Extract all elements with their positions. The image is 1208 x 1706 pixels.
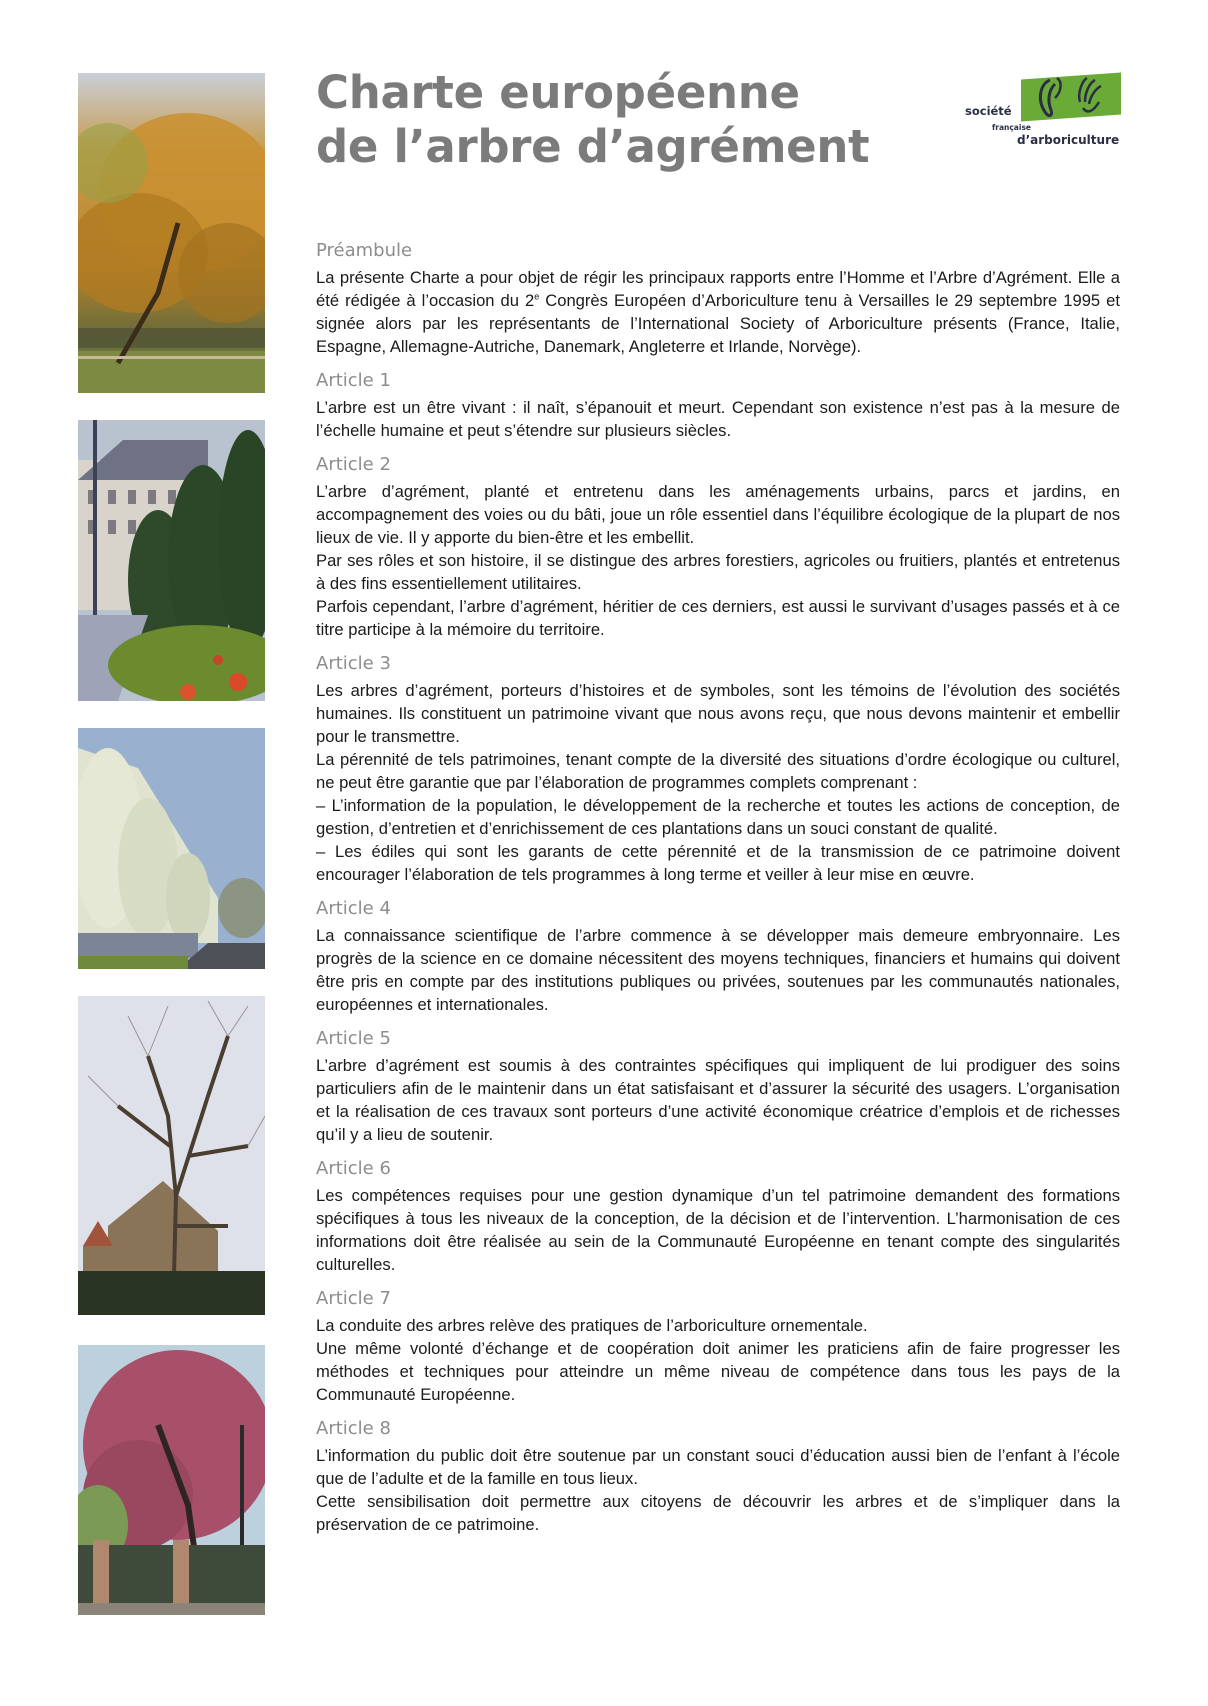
- section-article-2: [316, 452, 1120, 641]
- title-line-2: de l’arbre d’agrément: [316, 120, 870, 173]
- section-heading: Article 5: [316, 1028, 391, 1049]
- section-paragraph: Par ses rôles et son histoire, il se distingue des arbres forestiers, agricoles ou fruitiers, plantés et entretenus à des fins essentiellement utilitaires.: [316, 551, 1120, 593]
- section-heading: Article 3: [316, 653, 391, 674]
- list-item: – L’information de la population, le développement de la recherche et toutes les actions de conception, de gestion, d’entretien et d’enrichissement de ces plantations dans un souci constant de qualité.: [316, 796, 1120, 838]
- flowering-alley-photo: [78, 728, 265, 969]
- tree-hand-icon: [1025, 72, 1120, 124]
- bare-tree-photo: [78, 996, 265, 1315]
- section-article-3: [316, 651, 1120, 886]
- section-article-5: [316, 1026, 1120, 1146]
- preambule-text-part-2: Congrès Européen d’Arboriculture tenu à Versailles le 29 septembre 1995 et signée alors par les représentants de l’International Society of Arboriculture présents (France, Italie, Espagne, Allemagne-Autriche, Danemark, Angleterre et Irlande, Norvège).: [316, 291, 1120, 356]
- sfa-logo: [955, 72, 1135, 152]
- logo-word-arboriculture: d’arboriculture: [1017, 133, 1120, 147]
- section-heading: Article 8: [316, 1418, 391, 1439]
- section-article-7: [316, 1286, 1120, 1406]
- section-paragraph: L’information du public doit être soutenue par un constant souci d’éducation aussi bien de l’enfant à l’école que de l’adulte et de la famille en tous lieux.: [316, 1446, 1120, 1488]
- urban-avenue-photo: [78, 420, 265, 701]
- section-paragraph: La conduite des arbres relève des pratiques de l’arboriculture ornementale.: [316, 1316, 868, 1335]
- section-paragraph: Parfois cependant, l’arbre d’agrément, héritier de ces derniers, est aussi le survivant d’usages passés et à ce titre participe à la mémoire du territoire.: [316, 597, 1120, 639]
- section-paragraph: Une même volonté d’échange et de coopération doit animer les praticiens afin de faire progresser les méthodes et techniques pour atteindre un même niveau de compétence dans tous les pays de la Communauté Européenne.: [316, 1339, 1120, 1404]
- section-preambule: [316, 238, 1120, 358]
- section-heading: Article 6: [316, 1158, 391, 1179]
- section-heading: Article 4: [316, 898, 391, 919]
- section-paragraph: L’arbre est un être vivant : il naît, s’épanouit et meurt. Cependant son existence n’est pas à la mesure de l’échelle humaine et peut s’étendre sur plusieurs siècles.: [316, 398, 1120, 440]
- section-heading: Article 1: [316, 370, 391, 391]
- section-paragraph: La connaissance scientifique de l’arbre commence à se développer mais demeure embryonnaire. Les progrès de la science en ce domaine nécessitent des moyens techniques, financiers et humains qui doivent être pris en compte par des institutions publiques ou privées, soutenues par les communautés nationales, européennes et internationales.: [316, 926, 1120, 1014]
- document-title: [316, 66, 869, 174]
- section-paragraph: [316, 266, 1120, 358]
- section-article-1: [316, 368, 1120, 442]
- logo-word-societe: société: [965, 104, 1012, 118]
- superscript-e: e: [534, 291, 540, 302]
- list-item: – Les édiles qui sont les garants de cette pérennité et de la transmission de ce patrimoine doivent encourager l’élaboration de tels programmes à long terme et veiller à leur mise en œuvre.: [316, 842, 1120, 884]
- section-article-6: [316, 1156, 1120, 1276]
- section-heading: Préambule: [316, 240, 413, 261]
- logo-word-francaise: française: [992, 123, 1031, 132]
- pink-tree-photo: [78, 1345, 265, 1615]
- title-line-1: Charte européenne: [316, 66, 800, 119]
- section-article-8: [316, 1416, 1120, 1536]
- section-paragraph: Les arbres d’agrément, porteurs d’histoires et de symboles, sont les témoins de l’évolution des sociétés humaines. Ils constituent un patrimoine vivant que nous avons reçu, que nous devons maintenir et embellir pour le transmettre.: [316, 681, 1120, 746]
- autumn-tree-photo: [78, 73, 265, 393]
- section-paragraph: La pérennité de tels patrimoines, tenant compte de la diversité des situations d’ordre écologique ou culturel, ne peut être garantie que par l’élaboration de programmes complets comprenant :: [316, 750, 1120, 792]
- preambule-text-part-1: La présente Charte a pour objet de régir les principaux rapports entre l’Homme et l’Arbre d’Agrément. Elle a été rédigée à l’occasion du 2: [316, 268, 1120, 310]
- charter-content: [316, 238, 1120, 1546]
- section-paragraph: Cette sensibilisation doit permettre aux citoyens de découvrir les arbres et de s’impliquer dans la préservation de ce patrimoine.: [316, 1492, 1120, 1534]
- section-paragraph: L’arbre d’agrément, planté et entretenu dans les aménagements urbains, parcs et jardins, en accompagnement des voies ou du bâti, joue un rôle essentiel dans l’équilibre écologique de la plupart de nos lieux de vie. Il y apporte du bien-être et les embellit.: [316, 482, 1120, 547]
- section-heading: Article 7: [316, 1288, 391, 1309]
- section-heading: Article 2: [316, 454, 391, 475]
- section-paragraph: L’arbre d’agrément est soumis à des contraintes spécifiques qui impliquent de lui prodiguer des soins particuliers afin de le maintenir dans un état satisfaisant et d’assurer la sécurité des usagers. L’organisation et la réalisation de ces travaux sont porteurs d’une activité économique créatrice d’emplois et de richesses qu’il y a lieu de soutenir.: [316, 1056, 1120, 1144]
- section-article-4: [316, 896, 1120, 1016]
- section-paragraph: Les compétences requises pour une gestion dynamique d’un tel patrimoine demandent des formations spécifiques à tous les niveaux de la conception, de la décision et de l’intervention. L’harmonisation de ces informations doit être réalisée au sein de la Communauté Européenne en tenant compte des singularités culturelles.: [316, 1186, 1120, 1274]
